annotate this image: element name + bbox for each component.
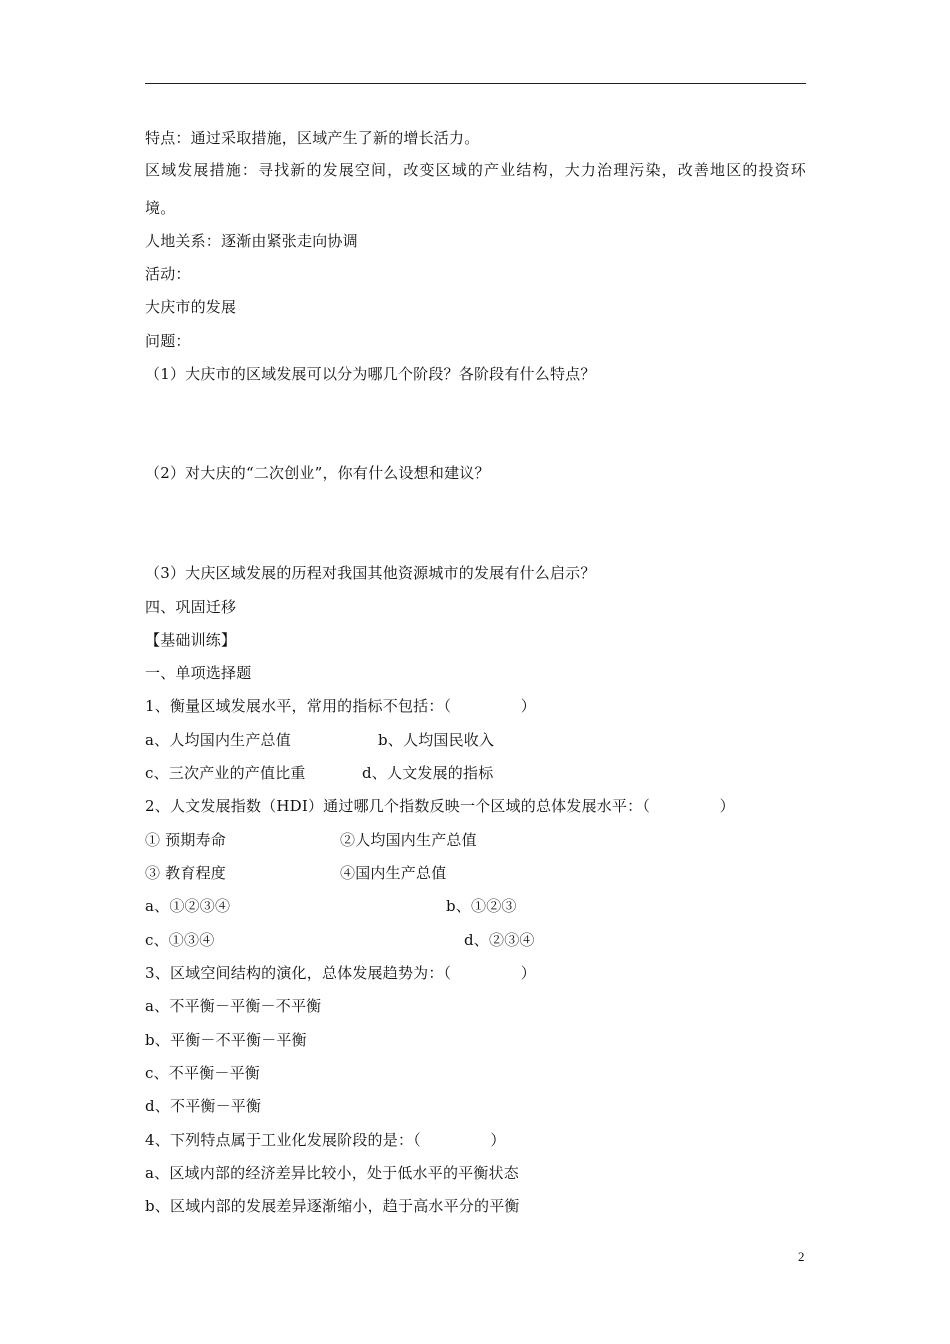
text-line: 区域发展措施：寻找新的发展空间，改变区域的产业结构，大力治理污染，改善地区的投资环 [145,161,806,179]
mcq-option: a、人均国内生产总值 [145,731,291,749]
mcq-option: c、三次产业的产值比重 [145,764,306,782]
text-line: 境。 [145,199,176,217]
mcq-option: b、①②③ [446,897,517,915]
mcq-option: d、不平衡－平衡 [145,1097,262,1115]
question-2: （2）对大庆的“二次创业”，你有什么设想和建议？ [145,464,490,482]
text-line: 活动： [145,265,191,283]
mcq-option: b、人均国民收入 [378,731,495,749]
mcq-question: 3、区域空间结构的演化，总体发展趋势为：（ ） [145,964,536,982]
question-3: （3）大庆区域发展的历程对我国其他资源城市的发展有什么启示？ [145,564,596,582]
question-1: （1）大庆市的区域发展可以分为哪几个阶段？各阶段有什么特点？ [145,365,596,383]
mcq-option: b、区域内部的发展差异逐渐缩小，趋于高水平分的平衡 [145,1197,520,1215]
mcq-option: d、人文发展的指标 [362,764,494,782]
text-line: 特点：通过采取措施，区域产生了新的增长活力。 [145,129,480,147]
section-heading: 【基础训练】 [145,631,237,649]
section-heading: 一、单项选择题 [145,664,252,682]
mcq-question: 4、下列特点属于工业化发展阶段的是：（ ） [145,1131,506,1149]
mcq-option: a、不平衡－平衡－不平衡 [145,997,322,1015]
header-rule [145,83,806,84]
mcq-item: ① 预期寿命 [145,831,226,849]
mcq-question: 2、人文发展指数（HDI）通过哪几个指数反映一个区域的总体发展水平：（ ） [145,797,735,815]
mcq-option: b、平衡－不平衡－平衡 [145,1031,307,1049]
mcq-option: c、①③④ [145,931,215,949]
text-line: 问题： [145,332,191,350]
mcq-option: c、不平衡－平衡 [145,1064,261,1082]
section-heading: 四、巩固迁移 [145,598,237,616]
mcq-option: d、②③④ [464,931,535,949]
mcq-item: ④国内生产总值 [340,864,447,882]
text-line: 大庆市的发展 [145,298,237,316]
text-line: 人地关系：逐渐由紧张走向协调 [145,232,358,250]
mcq-question: 1、衡量区域发展水平，常用的指标不包括：（ ） [145,697,536,715]
mcq-option: a、①②③④ [145,897,231,915]
mcq-item: ③ 教育程度 [145,864,226,882]
mcq-item: ②人均国内生产总值 [340,831,477,849]
page-number: 2 [798,1249,805,1264]
mcq-option: a、区域内部的经济差异比较小，处于低水平的平衡状态 [145,1164,519,1182]
